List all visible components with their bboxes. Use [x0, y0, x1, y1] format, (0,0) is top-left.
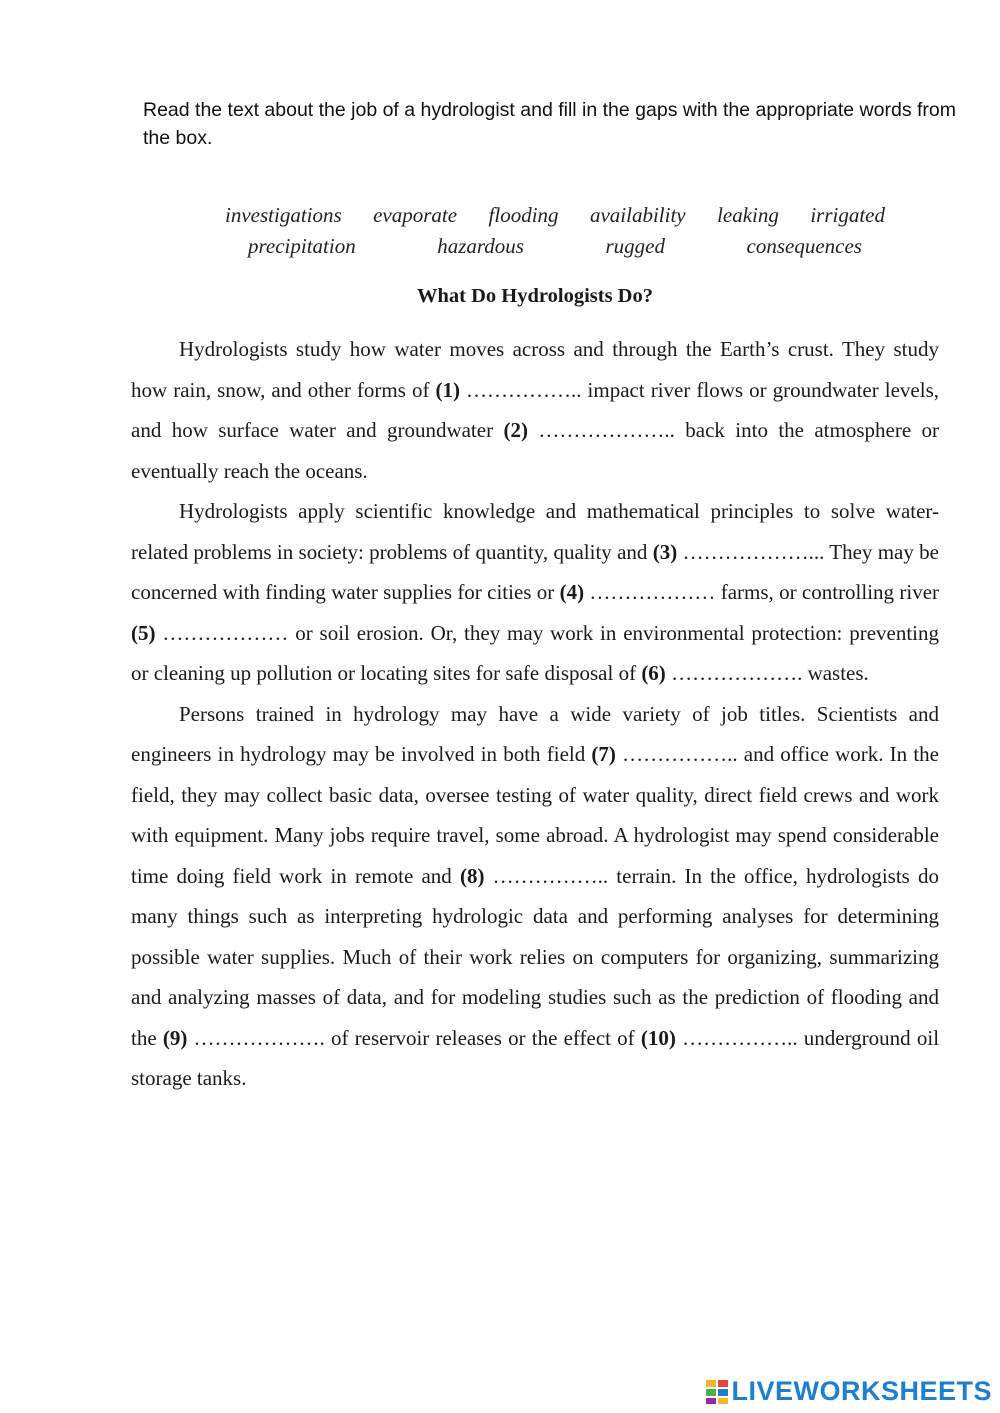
word-box	[200, 200, 910, 262]
text: Hydrologists study how water moves across and through the Earth’s crust. They study how rain, snow, and other forms of	[131, 337, 939, 402]
text: Persons trained in hydrology may have a wide variety of job titles. Scientists and engineers in hydrology may be involved in both field	[131, 701, 939, 766]
gap-8-number: (8)	[459, 863, 485, 888]
word-evaporate: evaporate	[373, 203, 458, 227]
text: ………………... They may be concerned with finding water supplies for cities or	[131, 539, 939, 604]
gap-4-number: (4)	[559, 580, 585, 604]
word-hazardous: hazardous	[437, 234, 524, 258]
passage-title: What Do Hydrologists Do?	[417, 285, 653, 307]
text: …………….. underground oil storage tanks.	[131, 1025, 940, 1090]
liveworksheets-logo[interactable]	[706, 1376, 992, 1407]
word-leaking: leaking	[717, 203, 779, 227]
word-consequences: consequences	[746, 234, 862, 258]
word-availability: availability	[589, 203, 686, 227]
gap-9-number: (9)	[162, 1025, 188, 1050]
word-irrigated: irrigated	[810, 203, 885, 227]
gap-6-number: (6)	[641, 661, 666, 685]
liveworksheets-logo-text: LIVEWORKSHEETS	[731, 1376, 992, 1406]
gap-5-number: (5)	[131, 620, 156, 645]
gap-2-number: (2)	[503, 418, 528, 442]
text: …………….. impact river flows or groundwater levels, and how surface water and groundwater	[131, 377, 939, 442]
passage	[131, 329, 939, 1099]
gap-3-number: (3)	[652, 539, 678, 564]
text: ………………. wastes.	[671, 661, 869, 685]
text: ……………….. back into the atmosphere or eventually reach the oceans.	[131, 418, 940, 483]
paragraph-2	[131, 491, 939, 694]
gap-1-number: (1)	[435, 377, 460, 402]
instructions: Read the text about the job of a hydrologist and fill in the gaps with the appropriate words from the box.	[143, 99, 956, 149]
text: ………………. of reservoir releases or the effect of	[193, 1025, 635, 1050]
word-investigations: investigations	[225, 203, 342, 227]
word-row-1	[200, 200, 910, 231]
word-flooding: flooding	[488, 203, 559, 227]
liveworksheets-logo-icon	[706, 1380, 728, 1404]
text: ……………… or soil erosion. Or, they may work in environmental protection: preventing or cleaning up pollution or locating sites for safe disposal of	[131, 620, 940, 685]
text: …………….. terrain. In the office, hydrologists do many things such as interpreting hydrologic data and performing analyses for determining possible water supplies. Much of their work relies on computers for organizing, summarizing and analyzing masses of data, and for modeling studies such as the prediction of flooding and the	[131, 863, 940, 1050]
text: Hydrologists apply scientific knowledge and mathematical principles to solve water-related problems in society: problems of quantity, quality and	[131, 499, 939, 564]
word-row-2	[200, 231, 910, 262]
paragraph-1	[131, 329, 939, 491]
gap-7-number: (7)	[591, 742, 616, 766]
paragraph-3	[131, 694, 939, 1099]
word-rugged: rugged	[605, 234, 665, 258]
gap-10-number: (10)	[640, 1025, 676, 1050]
text: ……………… farms, or controlling river	[589, 580, 940, 604]
word-precipitation: precipitation	[248, 234, 356, 258]
text: …………….. and office work. In the field, they may collect basic data, oversee testing of water quality, direct field crews and work with equipment. Many jobs require travel, some abroad. A hydrologist may spend considerable time doing field work in remote and	[131, 742, 939, 888]
